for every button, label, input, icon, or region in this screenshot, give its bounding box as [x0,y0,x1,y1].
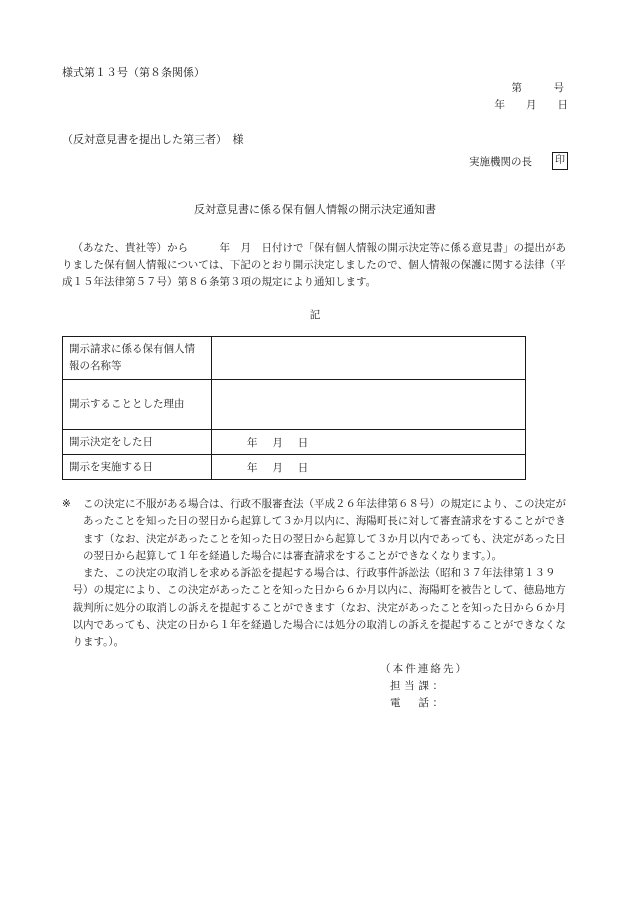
row-label: 開示を実施する日 [63,455,212,480]
body-paragraph: （あなた、貴社等）から 年 月 日付けで「保有個人情報の開示決定等に係る意見書」の提出がありました保有個人情報については、下記のとおり開示決定しましたので、個人情報の保護に関する法律（平成１５年法律第５７号）第８６条第３項の規定により通知します。 [62,242,566,288]
document-number: 第 号 [511,82,564,94]
notes-section [62,496,570,652]
row-value [212,380,526,430]
table-row [63,455,526,480]
addressee: （反対意見書を提出した第三者） 様 [62,133,244,146]
row-label: 開示請求に係る保有個人情報の名称等 [63,337,212,380]
seal-mark: 印 [552,152,568,170]
date-placeholder: 年 月 日 [247,436,315,449]
row-value [212,430,526,455]
note-paragraph [62,496,570,565]
sender-name: 実施機関の長 [469,155,532,168]
contact-heading: （本件連絡先） [380,663,469,675]
date-placeholder: 年 月 日 [247,461,315,474]
table-row [63,430,526,455]
note-text-1: この決定に不服がある場合は、行政不服審査法（平成２６年法律第６８号）の規定により、この決定があったことを知った日の翌日から起算して３か月以内に、海陽町長に対して審査請求をすることができます（なお、決定があったことを知った日の翌日から起算して３か月以内であっても、決定があった日の翌日から起算して１年を経過した場合には審査請求をすることができなくなります。）。 [83,498,566,562]
row-label: 開示することとした理由 [63,380,212,430]
form-number: 様式第１３号（第８条関係） [62,66,205,79]
row-value [212,337,526,380]
row-value [212,455,526,480]
sender-block [469,152,568,170]
disclosure-info-table [62,336,526,480]
document-title: 反対意見書に係る保有個人情報の開示決定通知書 [194,203,436,216]
contact-department: 担当課： [390,680,447,692]
table-row [63,380,526,430]
contact-phone: 電 話： [390,697,447,709]
row-label: 開示決定をした日 [63,430,212,455]
note-paragraph [62,565,570,651]
document-date: 年 月 日 [494,99,568,111]
note-mark: ※ [62,498,71,510]
note-text-2: また、この決定の取消しを求める訴訟を提起する場合は、行政事件訴訟法（昭和３７年法律第１３９号）の規定により、この決定があったことを知った日から６か月以内に、海陽町を被告として、徳島地方裁判所に処分の取消しの訴えを提起することができます（なお、決定があったことを知った日から６か月以内であっても、決定の日から１年を経過した場合には処分の取消しの訴えを提起することができなくなります。）。 [72,567,566,649]
contact-block [380,661,468,712]
table-row [63,337,526,380]
ki-heading: 記 [309,309,321,321]
